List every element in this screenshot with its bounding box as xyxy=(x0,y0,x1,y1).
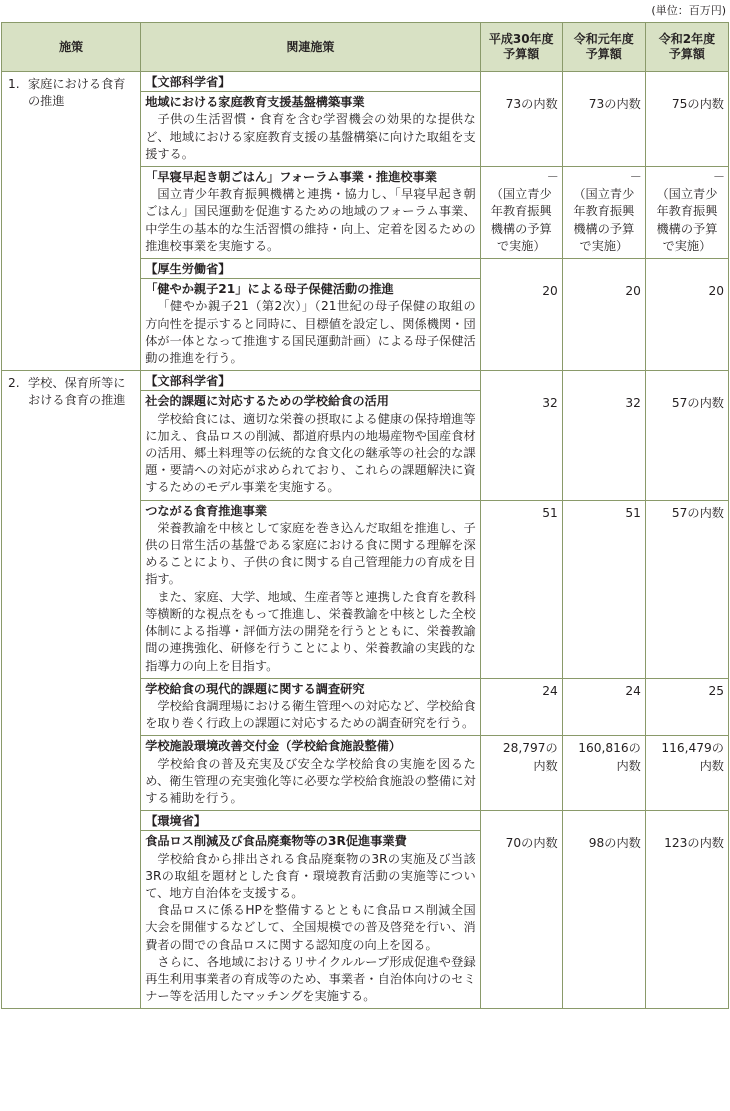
measure-paragraph: 食品ロスに係るHPを整備するとともに食品ロス削減全国大会を開催するなどして、全国規模での普及啓発を行い、消費者の間での食品ロスに関する認知度の向上を図る。 xyxy=(145,903,476,952)
ministry-name: 【厚生労働省】 xyxy=(145,262,231,277)
measure-cell xyxy=(141,92,480,167)
unit-label: (単位：百万円) xyxy=(651,4,726,17)
header-fy2019 xyxy=(562,23,645,72)
measure-paragraph: 国立青少年教育振興機構と連携・協力し、「早寝早起き朝ごはん」国民運動を促進するための地域のフォーラム事業、中学生の基本的な生活習慣の維持・向上、定着を図るための推進校事業を実施する。 xyxy=(145,187,476,253)
budget-note-line: で実施） xyxy=(662,238,712,253)
budget-fy2018: 24 xyxy=(480,678,562,736)
measure-description xyxy=(145,298,475,367)
budget-fy2018: 73の内数 xyxy=(480,92,562,167)
measure-title: 「健やか親子21」による母子保健活動の推進 xyxy=(145,282,394,297)
budget-fy2019: 73の内数 xyxy=(562,92,645,167)
budget-amount-line: 116,479の xyxy=(661,741,724,756)
measure-cell xyxy=(141,391,480,500)
budget-note-line: で実施） xyxy=(579,238,629,253)
measure-cell xyxy=(141,279,480,371)
ministry-name: 【文部科学省】 xyxy=(145,75,231,89)
budget-fy2018: 20 xyxy=(480,279,562,371)
budget-note-line: で実施） xyxy=(496,238,546,253)
measure-description xyxy=(145,698,475,732)
policy-item-number: 1. xyxy=(8,77,20,91)
measure-paragraph: 子供の生活習慣・食育を含む学習機会の効果的な提供など、地域における家庭教育支援の基盤構築に向けた取組を支援する。 xyxy=(145,112,476,161)
budget-fy2019 xyxy=(562,167,645,259)
ministry-heading xyxy=(141,371,480,391)
header-fy2018-line1: 平成30年度 xyxy=(488,32,554,46)
measure-description xyxy=(145,111,475,163)
budget-note-line: 機構の予算 xyxy=(490,221,552,236)
ministry-heading xyxy=(141,811,480,831)
header-fy2019-line2: 予算額 xyxy=(585,47,622,61)
budget-fy2020: 20 xyxy=(645,279,728,371)
budget-note-line: （国立青少 xyxy=(656,187,718,202)
table-row xyxy=(2,371,729,391)
budget-table xyxy=(1,22,729,1009)
measure-cell xyxy=(141,500,480,678)
ministry-name: 【文部科学省】 xyxy=(145,374,231,389)
measure-description xyxy=(145,411,475,497)
budget-fy2019: 24 xyxy=(562,678,645,736)
budget-fy2020: 57の内数 xyxy=(645,391,728,500)
budget-fy2018 xyxy=(480,167,562,259)
budget-note-line: 機構の予算 xyxy=(573,221,635,236)
budget-dash: － xyxy=(546,170,559,185)
measure-description xyxy=(145,851,475,1006)
budget-fy2020: 75の内数 xyxy=(645,92,728,167)
header-row xyxy=(2,23,729,72)
ministry-name: 【環境省】 xyxy=(145,814,207,829)
budget-fy2020 xyxy=(645,736,728,811)
policy-item-1 xyxy=(2,72,141,371)
table-row xyxy=(2,72,729,92)
header-related: 関連施策 xyxy=(141,23,480,72)
measure-paragraph: 栄養教諭を中核として家庭を巻き込んだ取組を推進し、子供の日常生活の基盤である家庭における食に関する理解を深めることにより、子供の食に関する自己管理能力の育成を目指す。 xyxy=(145,520,476,587)
budget-amount-line: 内数 xyxy=(699,758,724,773)
measure-paragraph: また、家庭、大学、地域、生産者等と連携した食育を教科等横断的な視点をもって推進し、栄養教諭を中核とした全校体制による指導・評価方法の開発を行うとともに、栄養教諭間の連携強化、研修を行うことにより、栄養教諭の実践的な指導力の向上を目指す。 xyxy=(145,589,476,673)
budget-fy2018: 51 xyxy=(480,500,562,678)
budget-fy2020: 25 xyxy=(645,678,728,736)
header-fy2020 xyxy=(645,23,728,72)
budget-amount-line: 内数 xyxy=(616,758,641,773)
policy-item-title: 家庭における食育の推進 xyxy=(28,77,126,109)
budget-fy2019: 51 xyxy=(562,500,645,678)
policy-item-2 xyxy=(2,371,141,1009)
measure-title: 食品ロス削減及び食品廃棄物等の3R促進事業費 xyxy=(145,834,407,849)
budget-dash: － xyxy=(712,170,725,185)
measure-description xyxy=(145,756,475,808)
measure-title: つながる食育推進事業 xyxy=(145,503,268,518)
measure-paragraph: 学校給食には、適切な栄養の摂取による健康の保持増進等に加え、食品ロスの削減、都道府県内の地場産物や国産食材の活用、郷土料理等の伝統的な食文化の継承等の社会的な課題・要請への対応が求められており、これらの課題解決に資するためのモデル事業を実施する。 xyxy=(145,411,476,495)
budget-dash: － xyxy=(629,170,642,185)
budget-fy2018: 32 xyxy=(480,391,562,500)
header-fy2019-line1: 令和元年度 xyxy=(573,32,634,46)
budget-amount-line: 160,816の xyxy=(578,741,641,756)
measure-title: 学校給食の現代的課題に関する調査研究 xyxy=(145,681,365,696)
measure-title: 「早寝早起き朝ごはん」フォーラム事業・推進校事業 xyxy=(145,170,437,185)
measure-paragraph: 学校給食調理場における衛生管理への対応など、学校給食を取り巻く行政上の課題に対応するための調査研究を行う。 xyxy=(145,698,476,731)
budget-note-line: （国立青少 xyxy=(573,187,635,202)
ministry-heading xyxy=(141,72,480,92)
header-policy: 施策 xyxy=(2,23,141,72)
budget-fy2019: 32 xyxy=(562,391,645,500)
header-fy2018 xyxy=(480,23,562,72)
ministry-heading xyxy=(141,259,480,279)
budget-fy2019: 20 xyxy=(562,279,645,371)
measure-paragraph: さらに、各地域におけるリサイクルループ形成促進や登録再生利用事業者の育成等のため、事業者・自治体向けのセミナー等を活用したマッチングを実施する。 xyxy=(145,954,476,1004)
header-fy2020-line2: 予算額 xyxy=(668,47,705,61)
budget-note-line: 年教育振興 xyxy=(656,204,718,219)
budget-note-line: 年教育振興 xyxy=(490,204,552,219)
measure-title: 地域における家庭教育支援基盤構築事業 xyxy=(145,95,365,110)
measure-cell xyxy=(141,167,480,259)
header-fy2018-line2: 予算額 xyxy=(503,47,540,61)
budget-fy2018: 70の内数 xyxy=(480,831,562,1009)
budget-amount-line: 28,797の xyxy=(502,741,558,756)
budget-fy2020 xyxy=(645,167,728,259)
budget-fy2018 xyxy=(480,736,562,811)
measure-title: 社会的課題に対応するための学校給食の活用 xyxy=(145,394,389,409)
budget-fy2019: 98の内数 xyxy=(562,831,645,1009)
budget-fy2019 xyxy=(562,736,645,811)
measure-paragraph: 「健やか親子21（第2次）」（21世紀の母子保健の取組の方向性を提示すると同時に、目標値を設定し、関係機関・団体が一体となって推進する国民運動計画）による母子保健活動の推進を行う。 xyxy=(145,299,476,366)
budget-note-line: （国立青少 xyxy=(490,187,552,202)
measure-cell xyxy=(141,678,480,736)
measure-cell xyxy=(141,736,480,811)
measure-paragraph: 学校給食から排出される食品廃棄物の3Rの実施及び当該3Rの取組を題材とした食育・環境教育活動の実施等について、地方自治体を支援する。 xyxy=(145,851,476,900)
measure-description xyxy=(145,520,475,675)
measure-title: 学校施設環境改善交付金（学校給食施設整備） xyxy=(145,739,402,754)
policy-item-title: 学校、保育所等における食育の推進 xyxy=(28,376,126,408)
budget-note-line: 年教育振興 xyxy=(573,204,635,219)
measure-cell xyxy=(141,831,480,1009)
budget-fy2020: 123の内数 xyxy=(645,831,728,1009)
header-fy2020-line1: 令和2年度 xyxy=(658,32,716,46)
budget-fy2020: 57の内数 xyxy=(645,500,728,678)
budget-amount-line: 内数 xyxy=(533,758,558,773)
measure-description xyxy=(145,186,475,255)
measure-paragraph: 学校給食の普及充実及び安全な学校給食の実施を図るため、衛生管理の充実強化等に必要な学校給食施設の整備に対する補助を行う。 xyxy=(145,756,476,805)
budget-note-line: 機構の予算 xyxy=(656,221,718,236)
policy-item-number: 2. xyxy=(8,376,20,391)
